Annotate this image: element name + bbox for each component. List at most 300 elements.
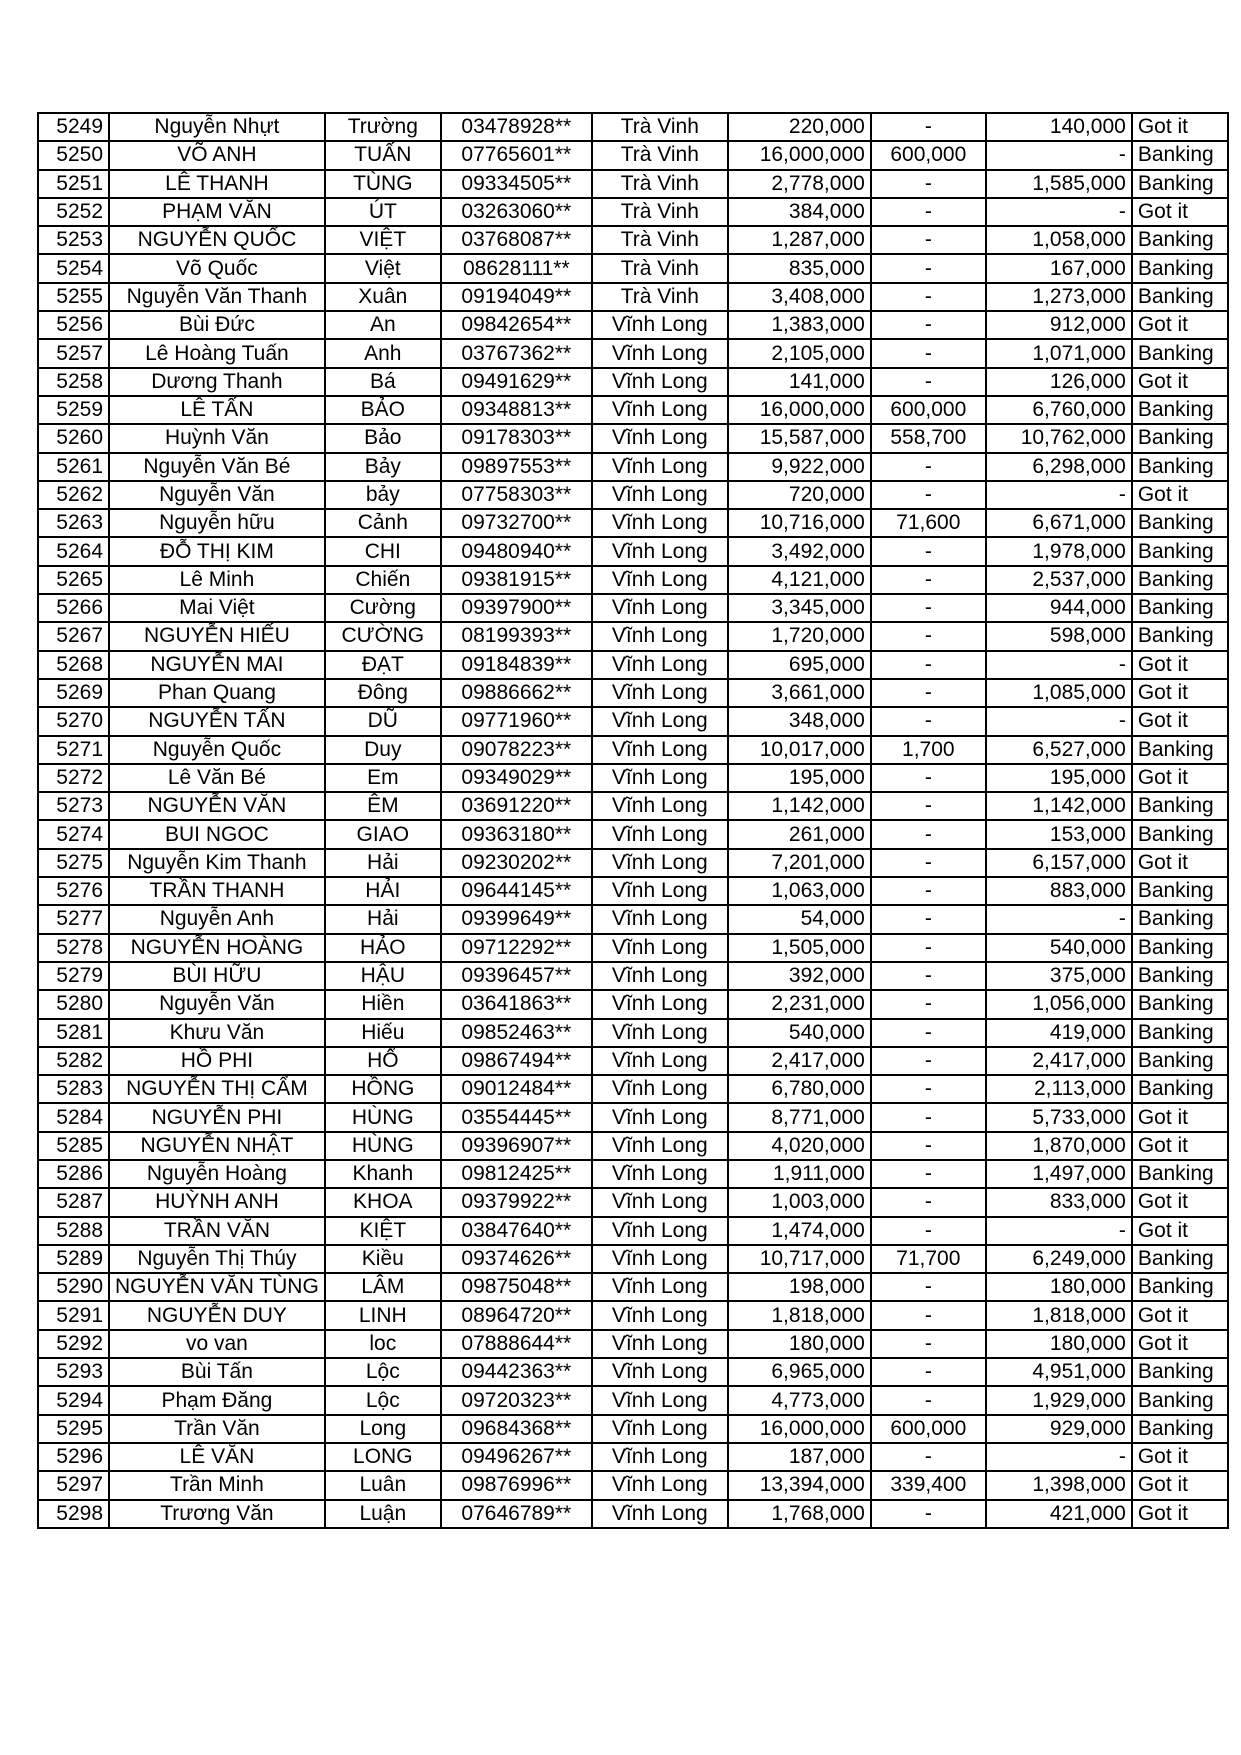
last-name-cell: KIỆT xyxy=(325,1217,441,1245)
payment-method-cell: Got it xyxy=(1132,849,1228,877)
amount-cell: 1,383,000 xyxy=(728,311,871,339)
fee-cell: - xyxy=(871,1103,986,1131)
phone-number-cell: 09496267** xyxy=(441,1443,592,1471)
fee-cell: - xyxy=(871,226,986,254)
fee-cell: - xyxy=(871,849,986,877)
amount-cell: 16,000,000 xyxy=(728,1415,871,1443)
last-name-cell: KHOA xyxy=(325,1188,441,1216)
province-cell: Trà Vinh xyxy=(592,141,728,169)
first-name-cell: Khưu Văn xyxy=(109,1019,325,1047)
payment-method-cell: Banking xyxy=(1132,736,1228,764)
amount-cell: 4,121,000 xyxy=(728,566,871,594)
fee-cell: 600,000 xyxy=(871,1415,986,1443)
row-id-cell: 5295 xyxy=(38,1415,109,1443)
last-name-cell: ĐẠT xyxy=(325,651,441,679)
row-id-cell: 5291 xyxy=(38,1301,109,1329)
amount-cell: 6,780,000 xyxy=(728,1075,871,1103)
phone-number-cell: 09194049** xyxy=(441,283,592,311)
paid-amount-cell: 375,000 xyxy=(986,962,1132,990)
phone-number-cell: 09812425** xyxy=(441,1160,592,1188)
table-row xyxy=(38,1415,1228,1443)
last-name-cell: HẢO xyxy=(325,934,441,962)
amount-cell: 8,771,000 xyxy=(728,1103,871,1131)
paid-amount-cell: 421,000 xyxy=(986,1500,1132,1528)
amount-cell: 16,000,000 xyxy=(728,141,871,169)
table-row xyxy=(38,877,1228,905)
last-name-cell: Bảo xyxy=(325,424,441,452)
fee-cell: - xyxy=(871,1443,986,1471)
table-row xyxy=(38,1047,1228,1075)
paid-amount-cell: 1,929,000 xyxy=(986,1386,1132,1414)
phone-number-cell: 09771960** xyxy=(441,707,592,735)
first-name-cell: NGUYỄN HOÀNG xyxy=(109,934,325,962)
amount-cell: 3,345,000 xyxy=(728,594,871,622)
paid-amount-cell: 2,113,000 xyxy=(986,1075,1132,1103)
first-name-cell: ĐỖ THỊ KIM xyxy=(109,537,325,565)
row-id-cell: 5264 xyxy=(38,537,109,565)
province-cell: Vĩnh Long xyxy=(592,1386,728,1414)
fee-cell: - xyxy=(871,453,986,481)
phone-number-cell: 07765601** xyxy=(441,141,592,169)
payment-method-cell: Banking xyxy=(1132,1415,1228,1443)
first-name-cell: Nguyễn Anh xyxy=(109,905,325,933)
amount-cell: 10,017,000 xyxy=(728,736,871,764)
paid-amount-cell: 883,000 xyxy=(986,877,1132,905)
last-name-cell: Việt xyxy=(325,254,441,282)
last-name-cell: ÚT xyxy=(325,198,441,226)
paid-amount-cell: - xyxy=(986,1443,1132,1471)
amount-cell: 198,000 xyxy=(728,1273,871,1301)
fee-cell: - xyxy=(871,1301,986,1329)
paid-amount-cell: 598,000 xyxy=(986,622,1132,650)
paid-amount-cell: 6,760,000 xyxy=(986,396,1132,424)
fee-cell: - xyxy=(871,622,986,650)
last-name-cell: Chiến xyxy=(325,566,441,594)
province-cell: Vĩnh Long xyxy=(592,1019,728,1047)
amount-cell: 3,492,000 xyxy=(728,537,871,565)
first-name-cell: Nguyễn Nhựt xyxy=(109,113,325,141)
last-name-cell: Kiều xyxy=(325,1245,441,1273)
province-cell: Vĩnh Long xyxy=(592,1132,728,1160)
payment-method-cell: Banking xyxy=(1132,1245,1228,1273)
phone-number-cell: 09842654** xyxy=(441,311,592,339)
phone-number-cell: 07888644** xyxy=(441,1330,592,1358)
fee-cell: - xyxy=(871,877,986,905)
payment-method-cell: Banking xyxy=(1132,1019,1228,1047)
first-name-cell: NGUYỄN THỊ CẨM xyxy=(109,1075,325,1103)
row-id-cell: 5257 xyxy=(38,339,109,367)
row-id-cell: 5263 xyxy=(38,509,109,537)
amount-cell: 1,505,000 xyxy=(728,934,871,962)
last-name-cell: HỔ xyxy=(325,1047,441,1075)
first-name-cell: NGUYỄN PHI xyxy=(109,1103,325,1131)
amount-cell: 2,231,000 xyxy=(728,990,871,1018)
last-name-cell: Em xyxy=(325,764,441,792)
first-name-cell: BUI NGOC xyxy=(109,820,325,848)
phone-number-cell: 07758303** xyxy=(441,481,592,509)
phone-number-cell: 09078223** xyxy=(441,736,592,764)
paid-amount-cell: 1,085,000 xyxy=(986,679,1132,707)
payment-method-cell: Banking xyxy=(1132,1273,1228,1301)
phone-number-cell: 09184839** xyxy=(441,651,592,679)
table-row xyxy=(38,339,1228,367)
amount-cell: 13,394,000 xyxy=(728,1471,871,1499)
first-name-cell: Nguyễn Kim Thanh xyxy=(109,849,325,877)
last-name-cell: Hiếu xyxy=(325,1019,441,1047)
payment-method-cell: Banking xyxy=(1132,594,1228,622)
fee-cell: - xyxy=(871,198,986,226)
first-name-cell: Phạm Đăng xyxy=(109,1386,325,1414)
last-name-cell: Hiền xyxy=(325,990,441,1018)
payment-method-cell: Banking xyxy=(1132,622,1228,650)
phone-number-cell: 09396907** xyxy=(441,1132,592,1160)
fee-cell: - xyxy=(871,1330,986,1358)
paid-amount-cell: 1,142,000 xyxy=(986,792,1132,820)
paid-amount-cell: - xyxy=(986,651,1132,679)
fee-cell: - xyxy=(871,311,986,339)
fee-cell: 71,700 xyxy=(871,1245,986,1273)
first-name-cell: NGUYỄN VĂN TÙNG xyxy=(109,1273,325,1301)
fee-cell: - xyxy=(871,1358,986,1386)
paid-amount-cell: 6,157,000 xyxy=(986,849,1132,877)
phone-number-cell: 08628111** xyxy=(441,254,592,282)
row-id-cell: 5272 xyxy=(38,764,109,792)
amount-cell: 1,063,000 xyxy=(728,877,871,905)
first-name-cell: NGUYỄN NHẬT xyxy=(109,1132,325,1160)
province-cell: Vĩnh Long xyxy=(592,1330,728,1358)
table-row xyxy=(38,1301,1228,1329)
first-name-cell: Lê Hoàng Tuấn xyxy=(109,339,325,367)
amount-cell: 1,474,000 xyxy=(728,1217,871,1245)
paid-amount-cell: 10,762,000 xyxy=(986,424,1132,452)
first-name-cell: Dương Thanh xyxy=(109,368,325,396)
row-id-cell: 5294 xyxy=(38,1386,109,1414)
paid-amount-cell: 6,298,000 xyxy=(986,453,1132,481)
amount-cell: 835,000 xyxy=(728,254,871,282)
table-row xyxy=(38,1188,1228,1216)
row-id-cell: 5287 xyxy=(38,1188,109,1216)
paid-amount-cell: 944,000 xyxy=(986,594,1132,622)
row-id-cell: 5278 xyxy=(38,934,109,962)
last-name-cell: Khanh xyxy=(325,1160,441,1188)
last-name-cell: Hải xyxy=(325,849,441,877)
paid-amount-cell: - xyxy=(986,905,1132,933)
table-row xyxy=(38,1500,1228,1528)
payment-method-cell: Got it xyxy=(1132,1301,1228,1329)
table-row xyxy=(38,113,1228,141)
table-row xyxy=(38,707,1228,735)
table-row xyxy=(38,170,1228,198)
table-row xyxy=(38,1217,1228,1245)
table-row xyxy=(38,1273,1228,1301)
fee-cell: - xyxy=(871,1500,986,1528)
fee-cell: - xyxy=(871,990,986,1018)
row-id-cell: 5250 xyxy=(38,141,109,169)
first-name-cell: Lê Minh xyxy=(109,566,325,594)
fee-cell: - xyxy=(871,1188,986,1216)
province-cell: Vĩnh Long xyxy=(592,594,728,622)
last-name-cell: Bá xyxy=(325,368,441,396)
province-cell: Vĩnh Long xyxy=(592,1471,728,1499)
row-id-cell: 5289 xyxy=(38,1245,109,1273)
row-id-cell: 5275 xyxy=(38,849,109,877)
last-name-cell: Bảy xyxy=(325,453,441,481)
payment-method-cell: Got it xyxy=(1132,651,1228,679)
fee-cell: - xyxy=(871,254,986,282)
table-row xyxy=(38,1471,1228,1499)
row-id-cell: 5254 xyxy=(38,254,109,282)
row-id-cell: 5290 xyxy=(38,1273,109,1301)
province-cell: Vĩnh Long xyxy=(592,311,728,339)
phone-number-cell: 09491629** xyxy=(441,368,592,396)
row-id-cell: 5273 xyxy=(38,792,109,820)
fee-cell: - xyxy=(871,962,986,990)
amount-cell: 4,773,000 xyxy=(728,1386,871,1414)
first-name-cell: Phan Quang xyxy=(109,679,325,707)
last-name-cell: Duy xyxy=(325,736,441,764)
province-cell: Vĩnh Long xyxy=(592,792,728,820)
row-id-cell: 5255 xyxy=(38,283,109,311)
province-cell: Vĩnh Long xyxy=(592,566,728,594)
paid-amount-cell: 2,417,000 xyxy=(986,1047,1132,1075)
fee-cell: - xyxy=(871,764,986,792)
first-name-cell: NGUYỄN MAI xyxy=(109,651,325,679)
first-name-cell: Nguyễn Văn xyxy=(109,990,325,1018)
payment-method-cell: Banking xyxy=(1132,566,1228,594)
last-name-cell: HỒNG xyxy=(325,1075,441,1103)
phone-number-cell: 09897553** xyxy=(441,453,592,481)
paid-amount-cell: 833,000 xyxy=(986,1188,1132,1216)
phone-number-cell: 08199393** xyxy=(441,622,592,650)
fee-cell: - xyxy=(871,368,986,396)
fee-cell: - xyxy=(871,537,986,565)
phone-number-cell: 09379922** xyxy=(441,1188,592,1216)
fee-cell: - xyxy=(871,1273,986,1301)
fee-cell: - xyxy=(871,481,986,509)
amount-cell: 195,000 xyxy=(728,764,871,792)
phone-number-cell: 03478928** xyxy=(441,113,592,141)
row-id-cell: 5277 xyxy=(38,905,109,933)
payment-method-cell: Banking xyxy=(1132,1047,1228,1075)
amount-cell: 1,720,000 xyxy=(728,622,871,650)
province-cell: Vĩnh Long xyxy=(592,990,728,1018)
row-id-cell: 5249 xyxy=(38,113,109,141)
row-id-cell: 5262 xyxy=(38,481,109,509)
row-id-cell: 5270 xyxy=(38,707,109,735)
paid-amount-cell: 4,951,000 xyxy=(986,1358,1132,1386)
amount-cell: 261,000 xyxy=(728,820,871,848)
fee-cell: - xyxy=(871,113,986,141)
last-name-cell: Đông xyxy=(325,679,441,707)
table-row xyxy=(38,1245,1228,1273)
amount-cell: 1,287,000 xyxy=(728,226,871,254)
payment-method-cell: Banking xyxy=(1132,990,1228,1018)
first-name-cell: Nguyễn Quốc xyxy=(109,736,325,764)
phone-number-cell: 09012484** xyxy=(441,1075,592,1103)
phone-number-cell: 09886662** xyxy=(441,679,592,707)
fee-cell: - xyxy=(871,792,986,820)
row-id-cell: 5266 xyxy=(38,594,109,622)
amount-cell: 2,105,000 xyxy=(728,339,871,367)
payment-method-cell: Got it xyxy=(1132,1132,1228,1160)
amount-cell: 384,000 xyxy=(728,198,871,226)
row-id-cell: 5297 xyxy=(38,1471,109,1499)
paid-amount-cell: 1,398,000 xyxy=(986,1471,1132,1499)
first-name-cell: NGUYỄN DUY xyxy=(109,1301,325,1329)
row-id-cell: 5251 xyxy=(38,170,109,198)
payment-method-cell: Banking xyxy=(1132,509,1228,537)
first-name-cell: BÙI HỮU xyxy=(109,962,325,990)
amount-cell: 3,408,000 xyxy=(728,283,871,311)
row-id-cell: 5256 xyxy=(38,311,109,339)
province-cell: Vĩnh Long xyxy=(592,1358,728,1386)
table-row xyxy=(38,679,1228,707)
province-cell: Vĩnh Long xyxy=(592,481,728,509)
province-cell: Vĩnh Long xyxy=(592,962,728,990)
first-name-cell: Bùi Đức xyxy=(109,311,325,339)
province-cell: Trà Vinh xyxy=(592,170,728,198)
amount-cell: 392,000 xyxy=(728,962,871,990)
paid-amount-cell: - xyxy=(986,707,1132,735)
phone-number-cell: 03263060** xyxy=(441,198,592,226)
last-name-cell: GIAO xyxy=(325,820,441,848)
row-id-cell: 5293 xyxy=(38,1358,109,1386)
amount-cell: 695,000 xyxy=(728,651,871,679)
table-body xyxy=(38,113,1228,1528)
amount-cell: 3,661,000 xyxy=(728,679,871,707)
first-name-cell: vo van xyxy=(109,1330,325,1358)
table-row xyxy=(38,481,1228,509)
first-name-cell: HUỲNH ANH xyxy=(109,1188,325,1216)
amount-cell: 348,000 xyxy=(728,707,871,735)
payment-method-cell: Got it xyxy=(1132,1103,1228,1131)
paid-amount-cell: 1,870,000 xyxy=(986,1132,1132,1160)
last-name-cell: HẬU xyxy=(325,962,441,990)
paid-amount-cell: 195,000 xyxy=(986,764,1132,792)
province-cell: Vĩnh Long xyxy=(592,1188,728,1216)
amount-cell: 1,911,000 xyxy=(728,1160,871,1188)
fee-cell: - xyxy=(871,820,986,848)
fee-cell: 600,000 xyxy=(871,396,986,424)
paid-amount-cell: - xyxy=(986,481,1132,509)
row-id-cell: 5286 xyxy=(38,1160,109,1188)
table-row xyxy=(38,1330,1228,1358)
last-name-cell: Luận xyxy=(325,1500,441,1528)
last-name-cell: Long xyxy=(325,1415,441,1443)
table-row xyxy=(38,1132,1228,1160)
amount-cell: 9,922,000 xyxy=(728,453,871,481)
table-row xyxy=(38,622,1228,650)
amount-cell: 7,201,000 xyxy=(728,849,871,877)
last-name-cell: Cường xyxy=(325,594,441,622)
table-row xyxy=(38,651,1228,679)
first-name-cell: Nguyễn hữu xyxy=(109,509,325,537)
first-name-cell: Huỳnh Văn xyxy=(109,424,325,452)
payment-method-cell: Banking xyxy=(1132,792,1228,820)
payment-method-cell: Banking xyxy=(1132,1358,1228,1386)
payment-method-cell: Got it xyxy=(1132,311,1228,339)
amount-cell: 1,768,000 xyxy=(728,1500,871,1528)
phone-number-cell: 09720323** xyxy=(441,1386,592,1414)
fee-cell: 339,400 xyxy=(871,1471,986,1499)
paid-amount-cell: 419,000 xyxy=(986,1019,1132,1047)
amount-cell: 1,818,000 xyxy=(728,1301,871,1329)
row-id-cell: 5280 xyxy=(38,990,109,1018)
table-row xyxy=(38,424,1228,452)
phone-number-cell: 09396457** xyxy=(441,962,592,990)
phone-number-cell: 03768087** xyxy=(441,226,592,254)
province-cell: Vĩnh Long xyxy=(592,509,728,537)
last-name-cell: An xyxy=(325,311,441,339)
payment-method-cell: Banking xyxy=(1132,1386,1228,1414)
table-row xyxy=(38,905,1228,933)
row-id-cell: 5281 xyxy=(38,1019,109,1047)
paid-amount-cell: 6,249,000 xyxy=(986,1245,1132,1273)
first-name-cell: LÊ THANH xyxy=(109,170,325,198)
paid-amount-cell: 1,978,000 xyxy=(986,537,1132,565)
phone-number-cell: 09230202** xyxy=(441,849,592,877)
last-name-cell: Xuân xyxy=(325,283,441,311)
payment-method-cell: Got it xyxy=(1132,1500,1228,1528)
table-row xyxy=(38,990,1228,1018)
phone-number-cell: 09348813** xyxy=(441,396,592,424)
amount-cell: 10,716,000 xyxy=(728,509,871,537)
paid-amount-cell: - xyxy=(986,1217,1132,1245)
table-row xyxy=(38,1075,1228,1103)
province-cell: Vĩnh Long xyxy=(592,877,728,905)
phone-number-cell: 03847640** xyxy=(441,1217,592,1245)
first-name-cell: Võ Quốc xyxy=(109,254,325,282)
last-name-cell: TUẤN xyxy=(325,141,441,169)
fee-cell: 600,000 xyxy=(871,141,986,169)
fee-cell: - xyxy=(871,1386,986,1414)
fee-cell: 558,700 xyxy=(871,424,986,452)
payment-method-cell: Banking xyxy=(1132,877,1228,905)
table-row xyxy=(38,537,1228,565)
last-name-cell: Cảnh xyxy=(325,509,441,537)
province-cell: Vĩnh Long xyxy=(592,1047,728,1075)
last-name-cell: CƯỜNG xyxy=(325,622,441,650)
table-row xyxy=(38,1386,1228,1414)
province-cell: Vĩnh Long xyxy=(592,1217,728,1245)
amount-cell: 187,000 xyxy=(728,1443,871,1471)
paid-amount-cell: 1,071,000 xyxy=(986,339,1132,367)
province-cell: Vĩnh Long xyxy=(592,622,728,650)
table-row xyxy=(38,849,1228,877)
row-id-cell: 5284 xyxy=(38,1103,109,1131)
province-cell: Trà Vinh xyxy=(592,254,728,282)
first-name-cell: VÕ ANH xyxy=(109,141,325,169)
table-row xyxy=(38,736,1228,764)
phone-number-cell: 09442363** xyxy=(441,1358,592,1386)
province-cell: Vĩnh Long xyxy=(592,1301,728,1329)
last-name-cell: HÙNG xyxy=(325,1132,441,1160)
row-id-cell: 5285 xyxy=(38,1132,109,1160)
payment-method-cell: Banking xyxy=(1132,453,1228,481)
paid-amount-cell: 6,527,000 xyxy=(986,736,1132,764)
last-name-cell: Lộc xyxy=(325,1386,441,1414)
province-cell: Vĩnh Long xyxy=(592,537,728,565)
amount-cell: 220,000 xyxy=(728,113,871,141)
first-name-cell: Bùi Tấn xyxy=(109,1358,325,1386)
records-table xyxy=(37,112,1229,1529)
phone-number-cell: 09374626** xyxy=(441,1245,592,1273)
table-row xyxy=(38,368,1228,396)
province-cell: Vĩnh Long xyxy=(592,707,728,735)
province-cell: Vĩnh Long xyxy=(592,934,728,962)
last-name-cell: bảy xyxy=(325,481,441,509)
last-name-cell: Hải xyxy=(325,905,441,933)
